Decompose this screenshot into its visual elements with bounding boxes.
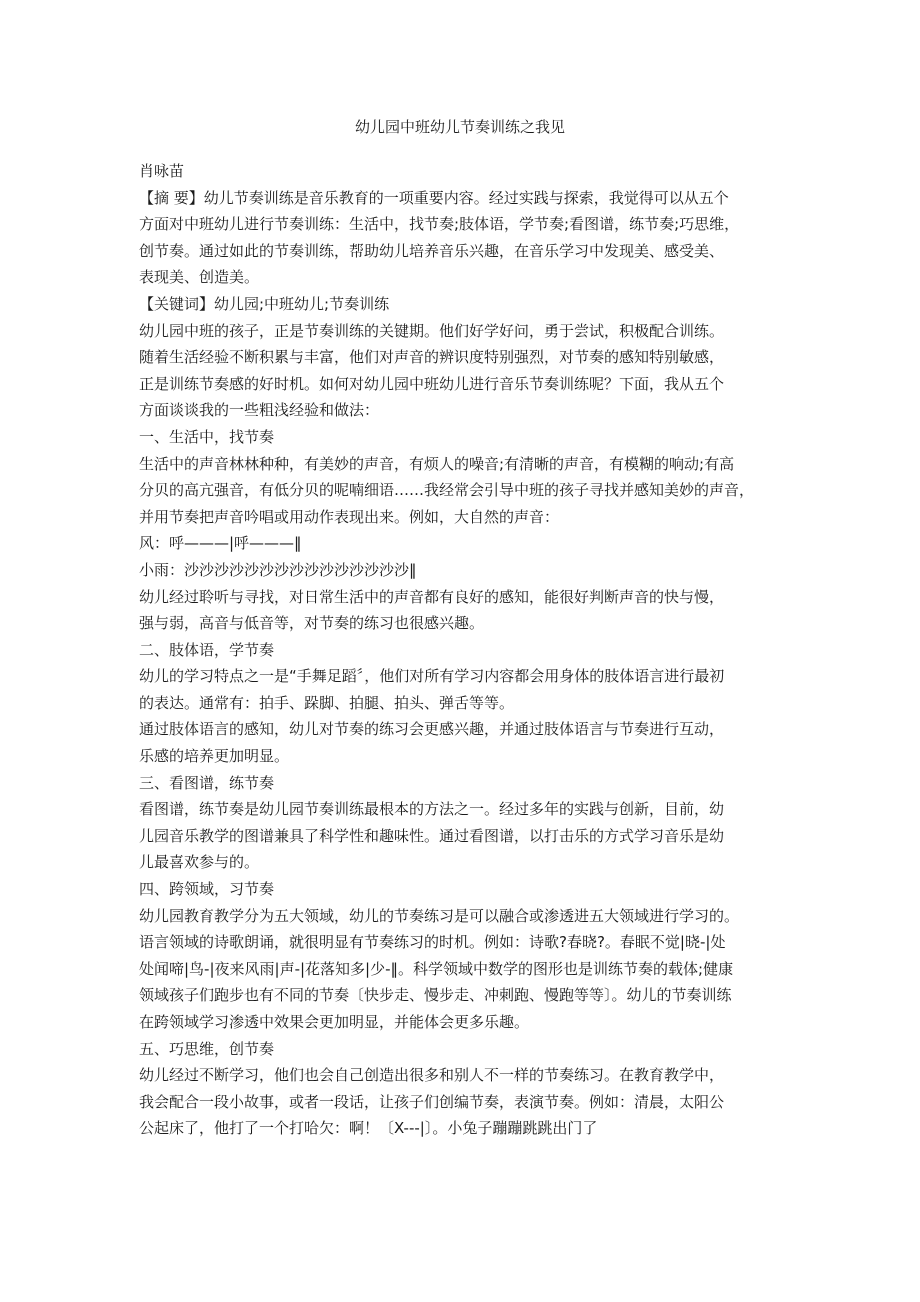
section-heading: 二、肢体语，学节奏 (139, 640, 275, 659)
paragraph-line: 生活中的声音林林种种，有美妙的声音，有烦人的噪音;有清晰的声音，有模糊的响动;有高 (139, 454, 735, 473)
paragraph-line: 分贝的高亢强音，有低分贝的呢喃细语……我经常会引导中班的孩子寻找并感知美妙的声音， (139, 481, 755, 500)
paragraph-line: 语言领域的诗歌朗诵，就很明显有节奏练习的时机。例如：诗歌?春晓?。春眠不觉|晓-|处 (139, 933, 726, 952)
paragraph-line: 并用节奏把声音吟唱或用动作表现出来。例如，大自然的声音： (139, 507, 560, 526)
rhythm-example: 小雨：沙沙沙沙沙沙沙沙沙沙沙沙沙沙沙‖ (139, 560, 417, 579)
paragraph-line: 公起床了，他打了一个打哈欠：啊！〔X---|〕。小兔子蹦蹦跳跳出门了 (139, 1119, 598, 1138)
abstract-line: 表现美、创造美。 (139, 268, 260, 287)
paragraph-line: 处闻啼|鸟-|夜来风雨|声-|花落知多|少-‖。科学领域中数学的图形也是训练节奏的载体;健康 (139, 959, 734, 978)
paragraph-line: 随着生活经验不断积累与丰富，他们对声音的辨识度特别强烈，对节奏的感知特别敏感， (139, 348, 725, 367)
paragraph-line: 的表达。通常有：拍手、跺脚、拍腿、拍头、弹舌等等。 (139, 693, 515, 712)
section-heading: 一、生活中，找节奏 (139, 427, 275, 446)
document-body (139, 158, 789, 1142)
paragraph-line: 幼儿园教育教学分为五大领域，幼儿的节奏练习是可以融合或渗透进五大领域进行学习的。 (139, 906, 740, 925)
paragraph-line: 方面谈谈我的一些粗浅经验和做法： (139, 401, 380, 420)
paragraph-line: 儿园音乐教学的图谱兼具了科学性和趣味性。通过看图谱，以打击乐的方式学习音乐是幼 (139, 826, 725, 845)
paragraph-line: 在跨领域学习渗透中效果会更加明显，并能体会更多乐趣。 (139, 1013, 530, 1031)
abstract-line: 创节奏。通过如此的节奏训练，帮助幼儿培养音乐兴趣，在音乐学习中发现美、感受美、 (139, 241, 725, 260)
paragraph-line: 幼儿的学习特点之一是“手舞足蹈〞，他们对所有学习内容都会用身体的肢体语言进行最初 (139, 667, 725, 686)
paragraph-line: 我会配合一段小故事，或者一段话，让孩子们创编节奏，表演节奏。例如：清晨，太阳公 (139, 1092, 725, 1111)
paragraph-line: 看图谱，练节奏是幼儿园节奏训练最根本的方法之一。经过多年的实践与创新，目前，幼 (139, 800, 725, 819)
section-heading: 四、跨领域，习节奏 (139, 880, 275, 899)
section-heading: 五、巧思维，创节奏 (139, 1039, 275, 1058)
paragraph-line: 通过肢体语言的感知，幼儿对节奏的练习会更感兴趣，并通过肢体语言与节奏进行互动， (139, 720, 725, 739)
paragraph-line: 儿最喜欢参与的。 (139, 853, 260, 872)
paragraph-line: 幼儿经过不断学习，他们也会自己创造出很多和别人不一样的节奏练习。在教育教学中， (139, 1066, 725, 1085)
paragraph-line: 幼儿园中班的孩子，正是节奏训练的关键期。他们好学好问，勇于尝试，积极配合训练。 (139, 321, 725, 340)
paragraph-line: 强与弱，高音与低音等，对节奏的练习也很感兴趣。 (139, 614, 485, 633)
section-heading: 三、看图谱，练节奏 (139, 773, 275, 792)
abstract-line: 方面对中班幼儿进行节奏训练：生活中，找节奏;肢体语，学节奏;看图谱，练节奏;巧思维， (139, 215, 740, 234)
paragraph-line: 正是训练节奏感的好时机。如何对幼儿园中班幼儿进行音乐节奏训练呢？下面，我从五个 (139, 374, 725, 393)
keywords-line: 【关键词】幼儿园;中班幼儿;节奏训练 (139, 294, 390, 313)
paragraph-line: 领域孩子们跑步也有不同的节奏〔快步走、慢步走、冲刺跑、慢跑等等〕。幼儿的节奏训练 (139, 986, 732, 1005)
rhythm-example: 风：呼———|呼———‖ (139, 534, 302, 553)
paragraph-line: 幼儿经过聆听与寻找，对日常生活中的声音都有良好的感知，能很好判断声音的快与慢， (139, 587, 725, 606)
paragraph-line: 乐感的培养更加明显。 (139, 747, 290, 766)
author-name: 肖咏苗 (139, 162, 185, 180)
abstract-line: 【摘 要】幼儿节奏训练是音乐教育的一项重要内容。经过实践与探索，我觉得可以从五个 (139, 188, 729, 207)
document-title: 幼儿园中班幼儿节奏训练之我见 (354, 118, 565, 136)
